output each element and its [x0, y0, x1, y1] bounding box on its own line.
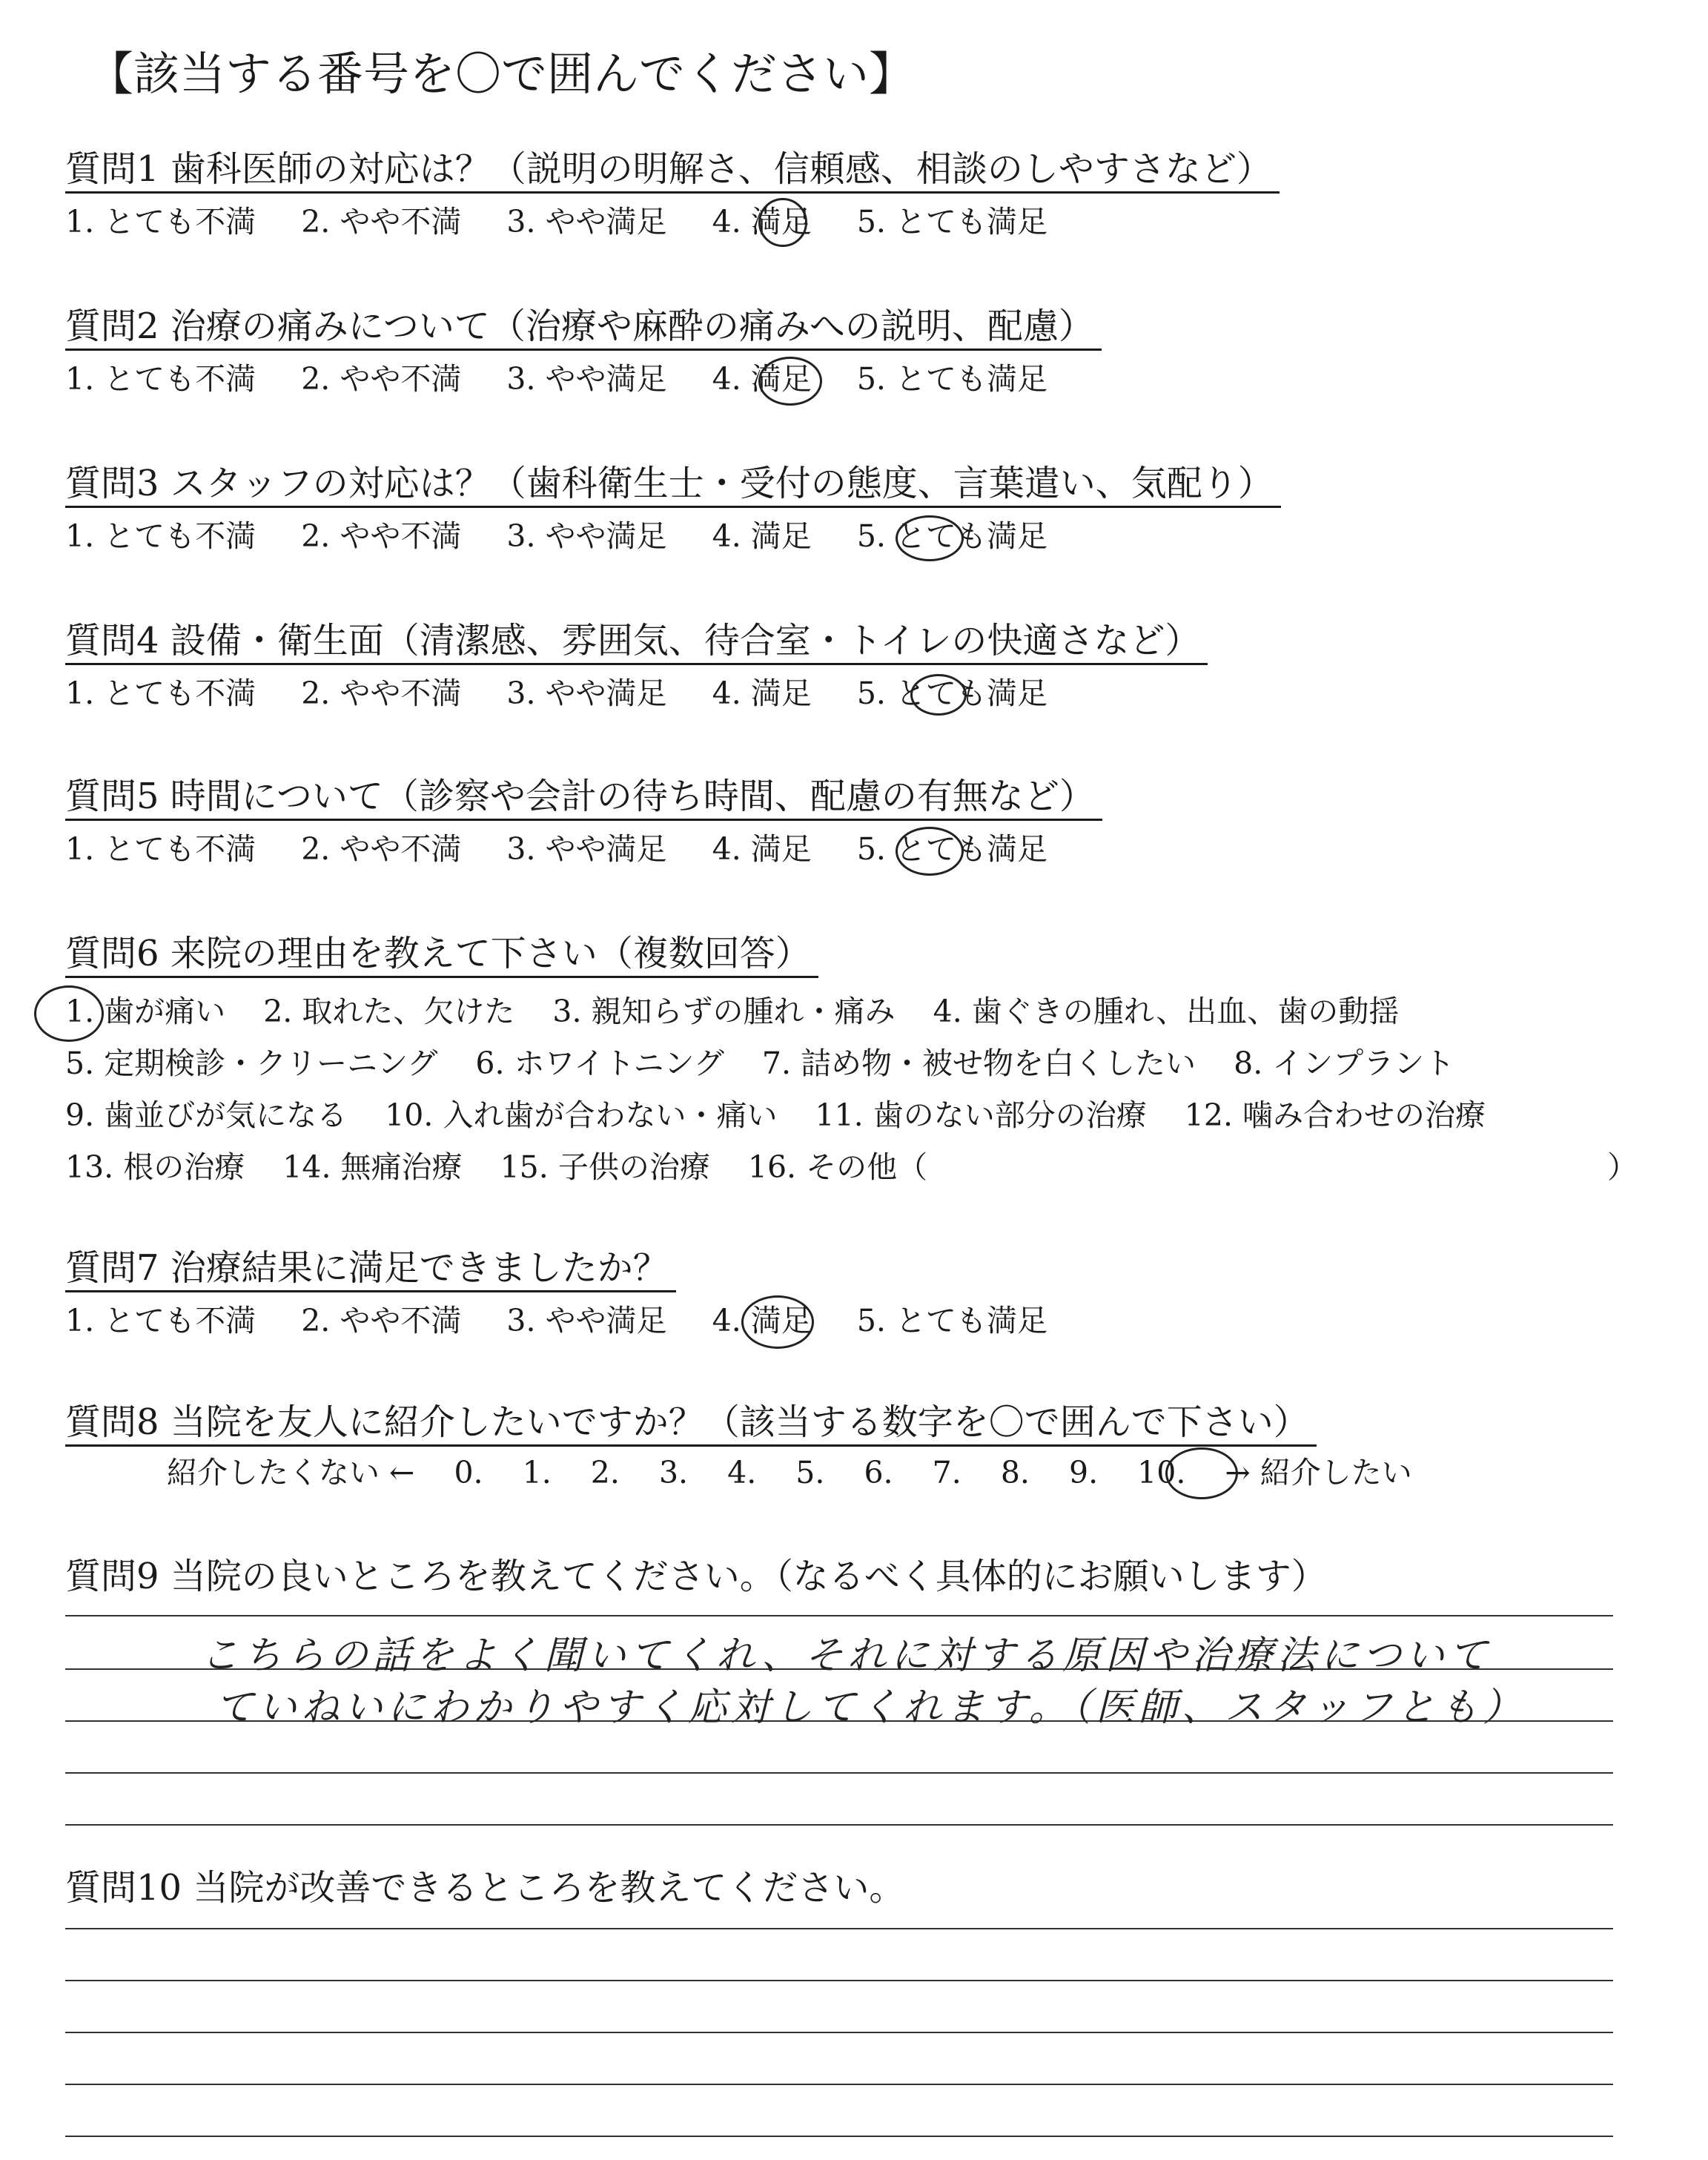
q6-option-16[interactable]: 16. その他（	[747, 1149, 928, 1185]
q2-option-5[interactable]: 5. とても満足	[856, 361, 1047, 397]
q1-option-2[interactable]: 2. やや不満	[301, 204, 462, 240]
q6-option-4[interactable]: 4. 歯ぐきの腫れ、出血、歯の動揺	[933, 994, 1400, 1029]
q4-option-1[interactable]: 1. とても不満	[65, 676, 256, 711]
question-7-label: 質問7 治療結果に満足できましたか？	[65, 1246, 676, 1292]
q6-option-3[interactable]: 3. 親知らずの腫れ・痛み	[552, 994, 896, 1029]
q1-option-3[interactable]: 3. やや満足	[506, 204, 667, 240]
q7-option-1[interactable]: 1. とても不満	[65, 1303, 256, 1338]
page-title: 【該当する番号を〇で囲んでください】	[87, 47, 916, 101]
q2-option-1[interactable]: 1. とても不満	[65, 361, 256, 397]
q6-option-13[interactable]: 13. 根の治療	[65, 1149, 245, 1185]
question-1	[65, 147, 1280, 241]
q1-selected-circle	[758, 198, 807, 247]
q6-option-9[interactable]: 9. 歯並びが気になる	[65, 1097, 348, 1133]
q6-option-8[interactable]: 8. インプラント	[1234, 1046, 1455, 1081]
q6-option-5[interactable]: 5. 定期検診・クリーニング	[65, 1046, 438, 1081]
q4-option-4[interactable]: 4. 満足	[712, 676, 812, 711]
answer-line	[65, 1615, 1613, 1616]
q3-option-4[interactable]: 4. 満足	[712, 518, 812, 554]
question-7	[65, 1246, 1083, 1340]
q6-option-14[interactable]: 14. 無痛治療	[282, 1149, 463, 1185]
q8-score-4[interactable]: 4.	[727, 1455, 757, 1490]
q5-option-2[interactable]: 2. やや不満	[301, 831, 462, 867]
q6-row-2	[65, 1037, 1514, 1089]
q6-option-1[interactable]: 1. 歯が痛い	[65, 994, 226, 1029]
q5-selected-circle	[896, 827, 964, 876]
question-10	[65, 1866, 912, 1910]
question-6	[65, 931, 1638, 1193]
q6-option-15[interactable]: 15. 子供の治療	[500, 1149, 710, 1185]
question-3-options	[65, 517, 1281, 555]
q7-option-5[interactable]: 5. とても満足	[856, 1303, 1047, 1338]
question-4-options	[65, 674, 1208, 713]
q8-score-9[interactable]: 9.	[1068, 1455, 1099, 1490]
question-8	[65, 1400, 1317, 1447]
question-9-label: 質問9 当院の良いところを教えてください。（なるべく具体的にお願いします）	[65, 1556, 1327, 1597]
q1-option-5[interactable]: 5. とても満足	[856, 204, 1047, 240]
q7-option-3[interactable]: 3. やや満足	[506, 1303, 667, 1338]
q6-row-1	[65, 985, 1514, 1037]
q8-score-7[interactable]: 7.	[932, 1455, 961, 1490]
q6-row-4	[65, 1141, 1638, 1193]
q8-score-0[interactable]: 0.	[454, 1455, 483, 1490]
question-5-label: 質問5 時間について（診察や会計の待ち時間、配慮の有無など）	[65, 774, 1102, 821]
q6-option-7[interactable]: 7. 詰め物・被せ物を白くしたい	[761, 1046, 1196, 1081]
question-9	[65, 1554, 1334, 1599]
answer-line	[65, 2084, 1613, 2085]
q8-score-10[interactable]: 10.	[1137, 1455, 1186, 1490]
q2-option-4[interactable]: 4. 満足	[712, 361, 812, 397]
q8-selected-circle	[1165, 1447, 1238, 1499]
handwritten-answer-line-1: こちらの話をよく聞いてくれ、それに対する原因や治療法について	[200, 1634, 1492, 1678]
question-1-options	[65, 202, 1280, 241]
question-2	[65, 304, 1102, 398]
question-10-label: 質問10 当院が改善できるところを教えてください。	[65, 1867, 905, 1909]
question-2-label: 質問2 治療の痛みについて（治療や麻酔の痛みへの説明、配慮）	[65, 304, 1102, 351]
question-3-label: 質問3 スタッフの対応は？（歯科衛生士・受付の態度、言葉遣い、気配り）	[65, 461, 1281, 508]
q4-option-2[interactable]: 2. やや不満	[301, 676, 462, 711]
q6-option-12[interactable]: 12. 噛み合わせの治療	[1184, 1097, 1486, 1133]
question-5-options	[65, 830, 1102, 868]
q3-option-5[interactable]: 5. とても満足	[856, 518, 1047, 554]
q3-option-1[interactable]: 1. とても不満	[65, 518, 256, 554]
question-8-label: 質問8 当院を友人に紹介したいですか？（該当する数字を〇で囲んで下さい）	[65, 1400, 1317, 1447]
q4-selected-circle	[910, 674, 967, 716]
q8-score-8[interactable]: 8.	[1000, 1455, 1030, 1490]
q2-option-2[interactable]: 2. やや不満	[301, 361, 462, 397]
q8-low-label: 紹介したくない ←	[167, 1455, 415, 1490]
q3-option-2[interactable]: 2. やや不満	[301, 518, 462, 554]
question-6-label: 質問6 来院の理由を教えて下さい（複数回答）	[65, 931, 818, 978]
q1-option-1[interactable]: 1. とても不満	[65, 204, 256, 240]
question-1-label: 質問1 歯科医師の対応は？（説明の明解さ、信頼感、相談のしやすさなど）	[65, 147, 1280, 194]
q2-option-3[interactable]: 3. やや満足	[506, 361, 667, 397]
q6-selected-circle	[34, 985, 104, 1042]
answer-line	[65, 1928, 1613, 1929]
q8-score-1[interactable]: 1.	[522, 1455, 552, 1490]
q4-option-5[interactable]: 5. とても満足	[856, 676, 1047, 711]
q5-option-5[interactable]: 5. とても満足	[856, 831, 1047, 867]
question-7-options	[65, 1301, 1083, 1340]
q6-other-close-paren: ）	[1607, 1149, 1638, 1185]
q8-score-6[interactable]: 6.	[864, 1455, 893, 1490]
q8-scale	[167, 1453, 1442, 1492]
q3-option-3[interactable]: 3. やや満足	[506, 518, 667, 554]
q6-option-6[interactable]: 6. ホワイトニング	[475, 1046, 724, 1081]
q5-option-1[interactable]: 1. とても不満	[65, 831, 256, 867]
question-4	[65, 618, 1208, 713]
answer-line	[65, 1772, 1613, 1774]
answer-line	[65, 2136, 1613, 2137]
answer-line	[65, 1824, 1613, 1826]
question-2-options	[65, 360, 1102, 398]
q8-high-label: → 紹介したい	[1225, 1455, 1412, 1490]
question-4-label: 質問4 設備・衛生面（清潔感、雰囲気、待合室・トイレの快適さなど）	[65, 618, 1208, 665]
answer-line	[65, 1980, 1613, 1981]
q5-option-3[interactable]: 3. やや満足	[506, 831, 667, 867]
q8-score-2[interactable]: 2.	[590, 1455, 620, 1490]
q7-option-4[interactable]: 4. 満足	[712, 1303, 812, 1338]
question-5	[65, 774, 1102, 868]
q7-selected-circle	[741, 1295, 814, 1349]
q7-option-2[interactable]: 2. やや不満	[301, 1303, 462, 1338]
q3-selected-circle	[896, 515, 964, 561]
q4-option-3[interactable]: 3. やや満足	[506, 676, 667, 711]
q6-row-3	[65, 1089, 1514, 1141]
q8-score-5[interactable]: 5.	[795, 1455, 825, 1490]
q2-selected-circle	[758, 357, 822, 406]
question-3	[65, 461, 1281, 555]
handwritten-answer-line-2: ていねいにわかりやすく応対してくれます。（医師、スタッフとも）	[215, 1685, 1526, 1730]
q6-option-2[interactable]: 2. 取れた、欠けた	[263, 994, 515, 1029]
q5-option-4[interactable]: 4. 満足	[712, 831, 812, 867]
answer-line	[65, 2032, 1613, 2033]
question-6-options	[65, 985, 1638, 1193]
q6-option-10[interactable]: 10. 入れ歯が合わない・痛い	[385, 1097, 778, 1133]
q6-option-11[interactable]: 11. 歯のない部分の治療	[815, 1097, 1147, 1133]
q8-score-3[interactable]: 3.	[658, 1455, 689, 1490]
q1-option-4[interactable]: 4. 満足	[712, 204, 812, 240]
